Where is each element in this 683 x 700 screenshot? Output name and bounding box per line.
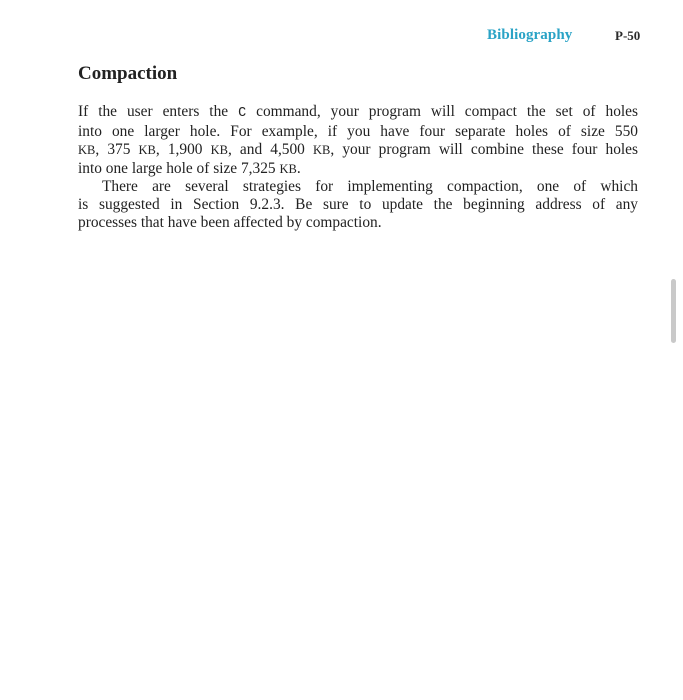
paragraph-1-line-3: KB, 375 KB, 1,900 KB, and 4,500 KB, your program will combine these four holes [78, 141, 638, 159]
paragraph-1-line-4: into one large hole of size 7,325 KB. [78, 159, 301, 177]
body-text [78, 103, 638, 232]
paragraph-1-line-2: into one larger hole. For example, if you have four separate holes of size 550 [78, 123, 638, 141]
section-title: Compaction [78, 63, 178, 84]
vertical-scrollbar[interactable] [671, 279, 676, 343]
command-c: C [238, 106, 247, 121]
paragraph-1-line-1: If the user enters the C command, your program will compact the set of holes [78, 103, 638, 121]
paragraph-2-line-2: is suggested in Section 9.2.3. Be sure to update the beginning address of any [78, 196, 638, 214]
page-number: P-50 [615, 28, 641, 43]
paragraph-2-line-3: processes that have been affected by compaction. [78, 214, 382, 232]
running-header-section: Bibliography [487, 27, 573, 43]
paragraph-2-line-1: There are several strategies for implementing compaction, one of which [102, 177, 638, 195]
page-header [0, 27, 683, 49]
